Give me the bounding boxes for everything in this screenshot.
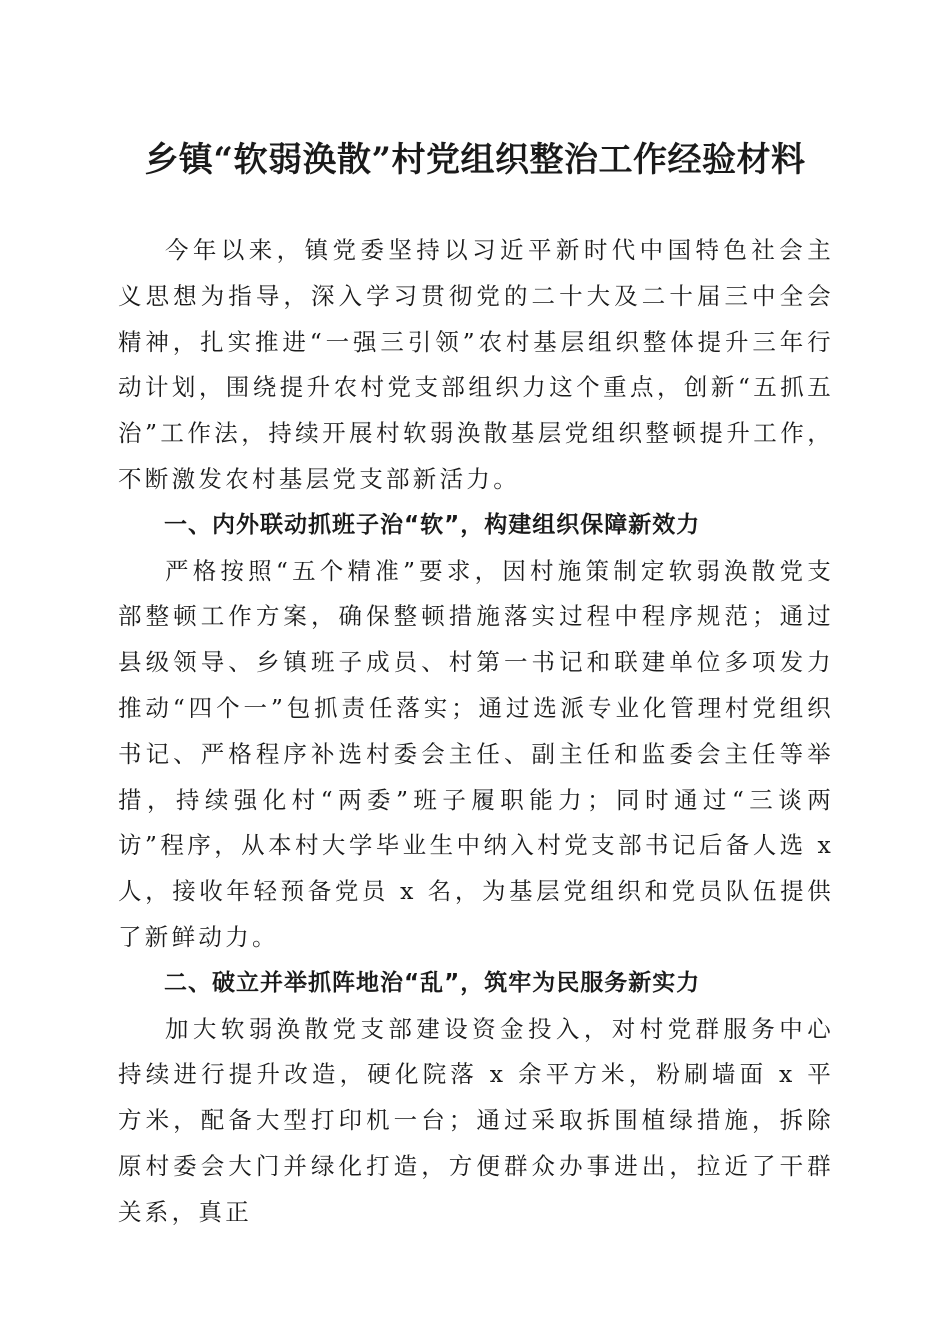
- intro-paragraph: 今年以来，镇党委坚持以习近平新时代中国特色社会主义思想为指导，深入学习贯彻党的二十大及二十届三中全会精神，扎实推进“一强三引领”农村基层组织整体提升三年行动计划，围绕提升农村党支部组织力这个重点，创新“五抓五治”工作法，持续开展村软弱涣散基层党组织整顿提升工作，不断激发农村基层党支部新活力。: [118, 236, 834, 493]
- document-body: [118, 228, 834, 1236]
- section-paragraph-1: 严格按照“五个精准”要求，因村施策制定软弱涣散党支部整顿工作方案，确保整顿措施落实过程中程序规范；通过县级领导、乡镇班子成员、村第一书记和联建单位多项发力推动“四个一”包抓责任落实；通过选派专业化管理村党组织书记、严格程序补选村委会主任、副主任和监委会主任等举措，持续强化村“两委”班子履职能力；同时通过“三谈两访”程序，从本村大学毕业生中纳入村党支部书记后备人选 x 人，接收年轻预备党员 x 名，为基层党组织和党员队伍提供了新鲜动力。: [118, 556, 834, 951]
- section-heading-2: 二、破立并举抓阵地治“乱”，筑牢为民服务新实力: [164, 969, 701, 996]
- document-title: 乡镇“软弱涣散”村党组织整治工作经验材料: [144, 140, 806, 180]
- section-heading-1: 一、内外联动抓班子治“软”，构建组织保障新效力: [164, 511, 701, 538]
- section-paragraph-2: 加大软弱涣散党支部建设资金投入，对村党群服务中心持续进行提升改造，硬化院落 x 余平方米，粉刷墙面 x 平方米，配备大型打印机一台；通过采取拆围植绿措施，拆除原村委会大门并绿化打造，方便群众办事进出，拉近了干群关系，真正: [118, 1014, 834, 1226]
